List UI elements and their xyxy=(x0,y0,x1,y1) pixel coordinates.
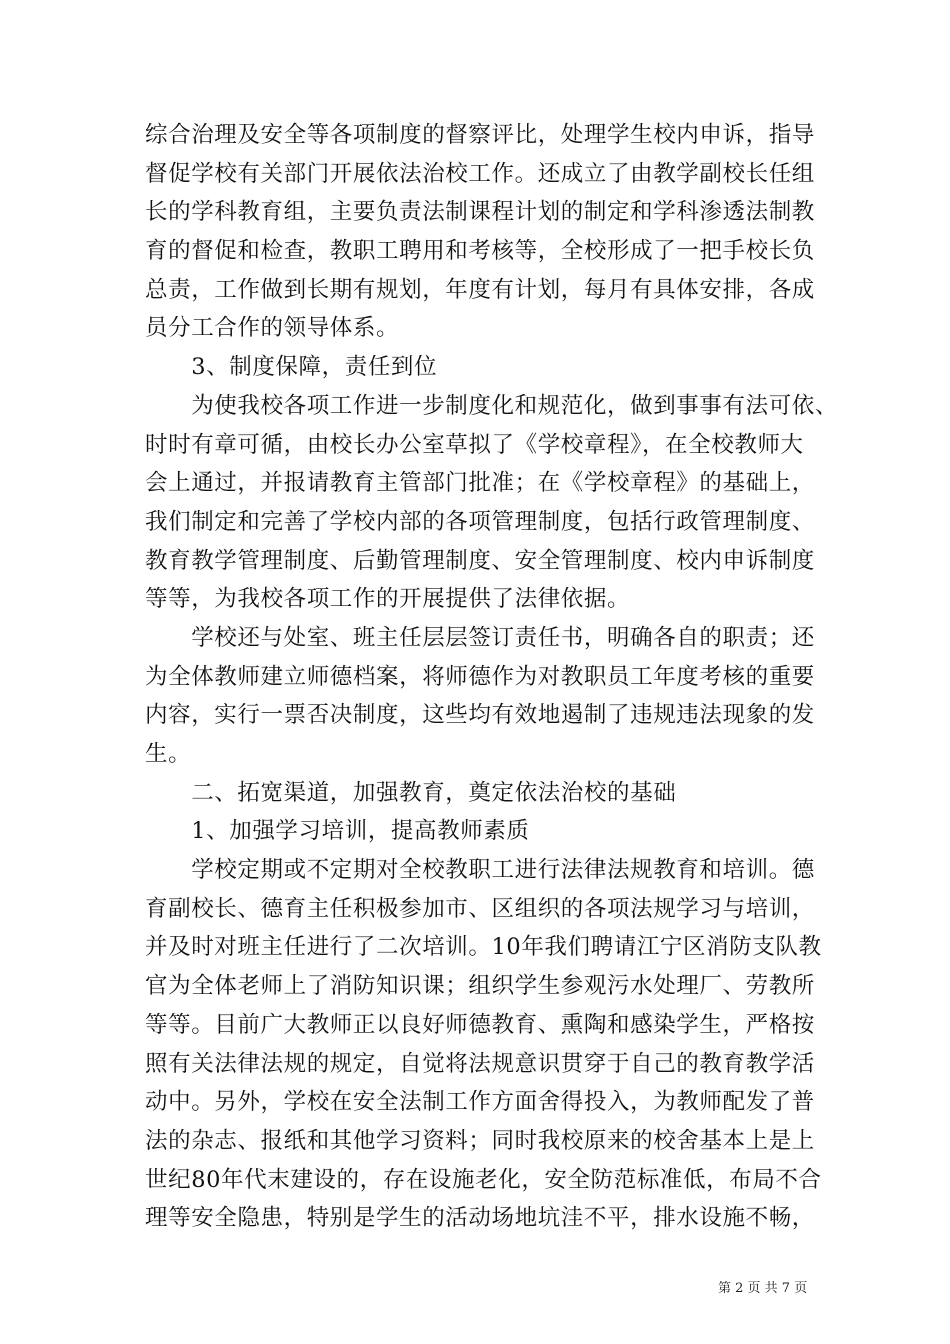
text-line: 教育教学管理制度、后勤管理制度、安全管理制度、校内申诉制度 xyxy=(145,547,815,574)
text-line: 育的督促和检查，教职工聘用和考核等，全校形成了一把手校长负 xyxy=(145,238,815,265)
text-line: 官为全体老师上了消防知识课；组织学生参观污水处理厂、劳教所 xyxy=(145,973,815,1000)
text-line: 长的学科教育组，主要负责法制课程计划的制定和学科渗透法制教 xyxy=(145,199,815,226)
text-line: 学校定期或不定期对全校教职工进行法律法规教育和培训。德 xyxy=(145,857,815,884)
text-line: 我们制定和完善了学校内部的各项管理制度，包括行政管理制度、 xyxy=(145,508,815,535)
text-line: 二、拓宽渠道，加强教育，奠定依法治校的基础 xyxy=(145,779,677,806)
text-line: 时时有章可循，由校长办公室草拟了《学校章程》，在全校教师大 xyxy=(145,431,804,458)
page-number: 第 2 页 共 7 页 xyxy=(718,1281,808,1296)
text-line: 为使我校各项工作进一步制度化和规范化，做到事事有法可依、 xyxy=(145,392,839,419)
text-line: 等等。目前广大教师正以良好师德教育、熏陶和感染学生，严格按 xyxy=(145,1011,815,1038)
text-line: 内容，实行一票否决制度，这些均有效地遏制了违规违法现象的发 xyxy=(145,702,815,729)
text-line: 综合治理及安全等各项制度的督察评比，处理学生校内申诉，指导 xyxy=(145,122,815,148)
text-line: 理等安全隐患，特别是学生的活动场地坑洼不平，排水设施不畅， xyxy=(145,1205,815,1232)
text-line: 员分工合作的领导体系。 xyxy=(145,315,400,342)
text-line: 会上通过，并报请教育主管部门批准；在《学校章程》的基础上， xyxy=(145,470,815,497)
text-line: 1、加强学习培训，提高教师素质 xyxy=(145,818,530,845)
text-line: 学校还与处室、班主任层层签订责任书，明确各自的职责；还 xyxy=(145,624,815,651)
text-line: 法的杂志、报纸和其他学习资料；同时我校原来的校舍基本上是上 xyxy=(145,1127,815,1154)
text-line: 督促学校有关部门开展依法治校工作。还成立了由教学副校长任组 xyxy=(145,160,815,187)
body-text xyxy=(145,116,839,1238)
text-line: 并及时对班主任进行了二次培训。10年我们聘请江宁区消防支队教 xyxy=(145,934,822,961)
text-line: 总责，工作做到长期有规划，年度有计划，每月有具体安排，各成 xyxy=(145,276,815,303)
text-line: 动中。另外，学校在安全法制工作方面舍得投入，为教师配发了普 xyxy=(145,1089,815,1116)
text-line: 3、制度保障，责任到位 xyxy=(145,354,438,381)
text-line: 世纪80年代末建设的，存在设施老化，安全防范标准低，布局不合 xyxy=(145,1166,822,1193)
text-line: 生。 xyxy=(145,741,192,767)
text-line: 照有关法律法规的规定，自觉将法规意识贯穿于自己的教育教学活 xyxy=(145,1050,815,1077)
text-line: 等等，为我校各项工作的开展提供了法律依据。 xyxy=(145,586,631,613)
text-line: 为全体教师建立师德档案，将师德作为对教职员工年度考核的重要 xyxy=(145,663,815,690)
text-line: 育副校长、德育主任积极参加市、区组织的各项法规学习与培训， xyxy=(145,895,815,922)
